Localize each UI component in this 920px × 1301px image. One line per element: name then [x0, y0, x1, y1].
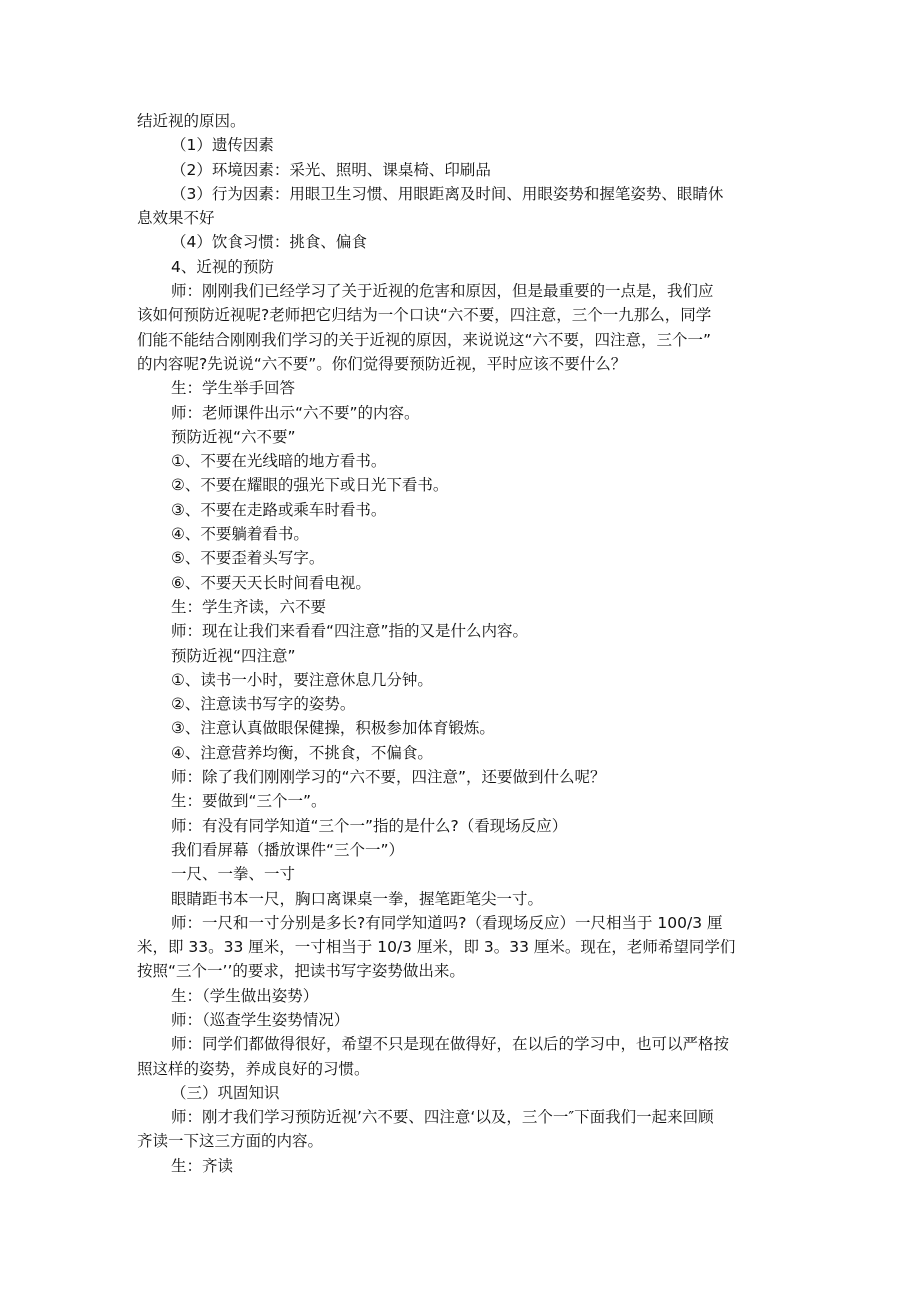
body-text [137, 109, 789, 1178]
text-line: 生：学生举手回答 [171, 379, 296, 398]
text-line: 该如何预防近视呢?老师把它归结为一个口诀“六不要，四注意，三个一九那么，同学 [137, 306, 712, 325]
text-line: ①、读书一小时，要注意休息几分钟。 [171, 670, 433, 689]
text-line: 师：有没有同学知道“三个一”指的是什么?（看现场反应） [171, 816, 568, 835]
text-line: ④、不要躺着看书。 [171, 525, 309, 544]
text-line: （三）巩固知识 [171, 1083, 280, 1102]
text-line: 师：除了我们刚刚学习的“六不要，四注意”，还要做到什么呢？ [171, 768, 606, 787]
text-line: 米，即 33。33 厘米，一寸相当于 10/3 厘米，即 3。33 厘米。现在，老师希望同学们 [137, 938, 736, 957]
text-line: ①、不要在光线暗的地方看书。 [171, 452, 387, 471]
text-line: 师：一尺和一寸分别是多长?有同学知道吗?（看现场反应）一尺相当于 100/3 厘 [171, 913, 723, 932]
text-line: 生：要做到“三个一”。 [171, 792, 327, 811]
text-line: （4）饮食习惯：挑食、偏食 [171, 233, 367, 252]
text-line: 眼睛距书本一尺，胸口离课桌一拳，握笔距笔尖一寸。 [171, 889, 544, 908]
text-line: 我们看屏幕（播放课件“三个一”） [171, 840, 405, 859]
text-line: 师：同学们都做得很好，希望不只是现在做得好，在以后的学习中，也可以严格按 [171, 1035, 730, 1054]
text-line: 的内容呢?先说说“六不要”。你们觉得要预防近视，平时应该不要什么？ [137, 354, 627, 373]
text-line: 师：刚刚我们已经学习了关于近视的危害和原因，但是最重要的一点是，我们应 [171, 282, 714, 301]
text-line: 照这样的姿势，养成良好的习惯。 [137, 1059, 370, 1078]
text-line: ②、不要在耀眼的强光下或日光下看书。 [171, 476, 449, 495]
text-line: （2）环境因素：采光、照明、课桌椅、印刷品 [171, 160, 491, 179]
text-line: 齐读一下这三方面的内容。 [137, 1132, 324, 1151]
text-line: 生：（学生做出姿势） [171, 986, 319, 1005]
text-line: 息效果不好 [137, 209, 215, 228]
text-line: 按照“三个一’’的要求，把读书写字姿势做出来。 [137, 962, 465, 981]
text-line: 预防近视“六不要” [171, 427, 296, 446]
text-line: 预防近视“四注意” [171, 646, 296, 665]
text-line: 师：（巡查学生姿势情况） [171, 1010, 350, 1029]
text-line: 师：现在让我们来看看“四注意”指的又是什么内容。 [171, 622, 529, 641]
text-line: （1）遗传因素 [171, 136, 274, 155]
text-line: 一尺、一拳、一寸 [171, 865, 296, 884]
text-line: 结近视的原因。 [137, 112, 246, 130]
text-line: ③、不要在走路或乘车时看书。 [171, 500, 387, 519]
text-line: （3）行为因素：用眼卫生习惯、用眼距离及时间、用眼姿势和握笔姿势、眼睛休 [171, 184, 724, 203]
text-line: ⑤、不要歪着头写字。 [171, 549, 325, 568]
text-line: ⑥、不要天天长时间看电视。 [171, 573, 371, 592]
text-line: 师：老师课件出示“六不要”的内容。 [171, 403, 420, 422]
text-line: 4、近视的预防 [171, 257, 274, 276]
text-line: ②、注意读书写字的姿势。 [171, 695, 356, 714]
text-line: 师：刚才我们学习预防近视’六不要、四注意‘以及，三个一″下面我们一起来回顾 [171, 1108, 714, 1127]
text-line: ③、注意认真做眼保健操，积极参加体育锻炼。 [171, 719, 495, 738]
text-line: 生：齐读 [171, 1156, 234, 1175]
text-line: 生：学生齐读，六不要 [171, 597, 327, 616]
text-line: 们能不能结合刚刚我们学习的关于近视的原因，来说说这“六不要，四注意，三个一” [137, 330, 712, 349]
text-line: ④、注意营养均衡，不挑食，不偏食。 [171, 743, 433, 762]
